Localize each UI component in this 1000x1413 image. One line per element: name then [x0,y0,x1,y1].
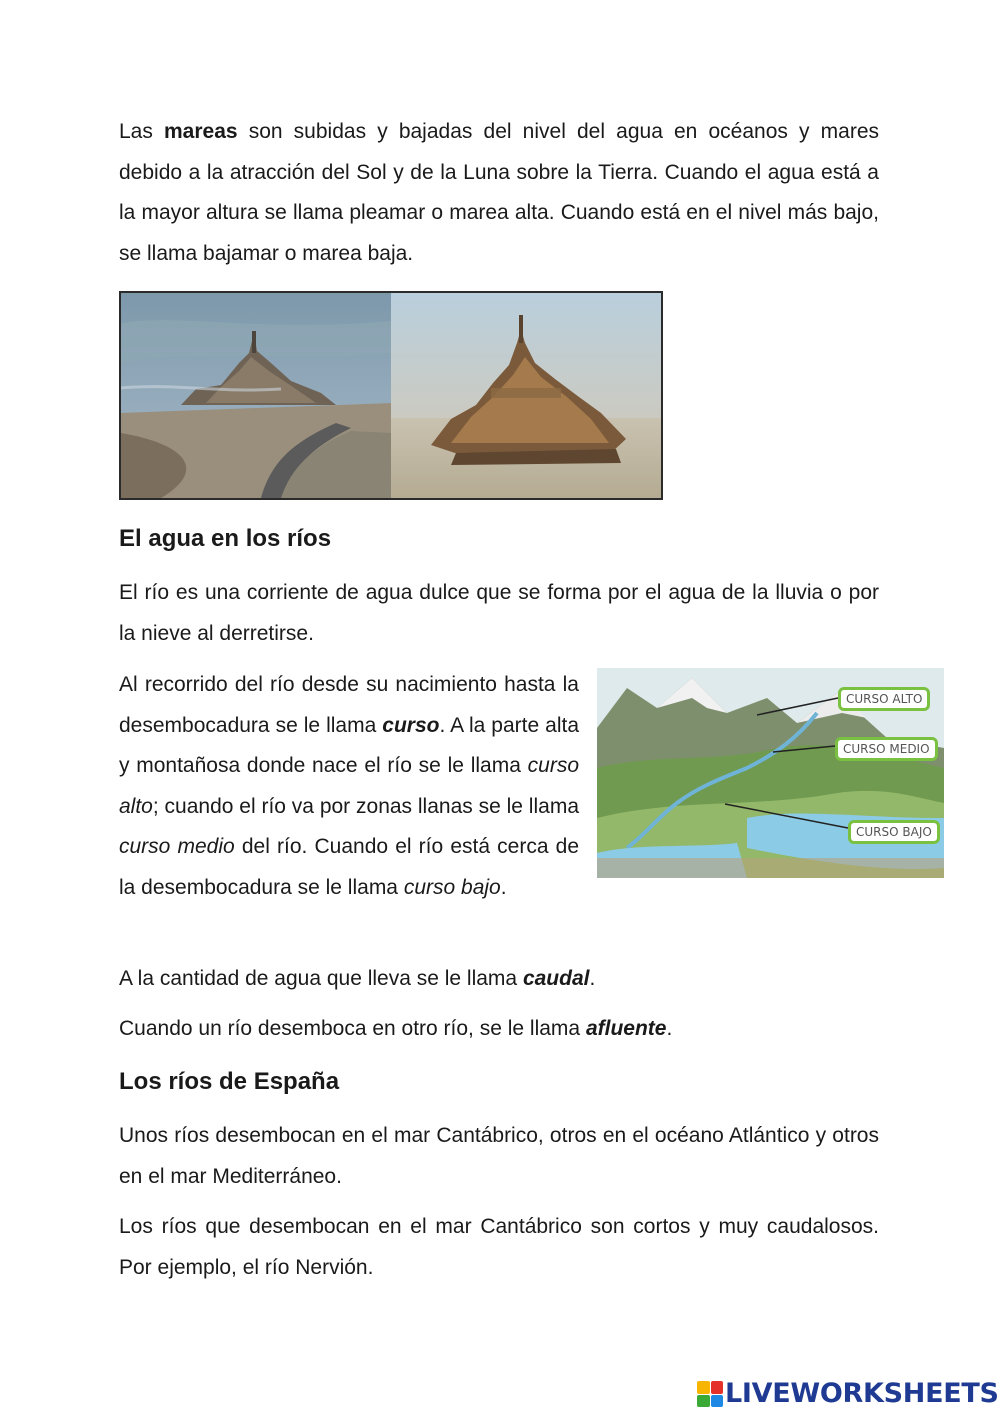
term-curso-bajo: curso bajo [403,875,501,899]
liveworksheets-logo-text: LIVEWORKSHEETS [725,1378,999,1409]
label-curso-medio: CURSO MEDIO [835,737,938,761]
caudal-text-2: . [589,967,596,990]
caudal-paragraph [119,959,879,1000]
term-curso-alto: curso alto [119,754,579,818]
rio-definition-paragraph: El río es una corriente de agua dulce que se forma por el agua de la lluvia o por la nieve al derretirse. [119,581,879,645]
desembocadura-paragraph: Unos ríos desembocan en el mar Cantábrico, otros en el océano Atlántico y otros en el mar Mediterráneo. [119,1124,879,1188]
term-curso-medio: curso medio [119,835,235,858]
label-curso-alto: CURSO ALTO [838,687,930,711]
liveworksheets-logo-icon [697,1381,723,1407]
intro-rest-text: son subidas y bajadas del nivel del agua en océanos y mares debido a la atracción del Sol y de la Luna sobre la Tierra. Cuando el agua está a la mayor altura se llama pleamar o marea alta. Cuando está en el nivel más bajo, se llama bajamar o marea baja. [119,120,879,265]
logo-square-3 [697,1395,710,1408]
caudal-text-1: A la cantidad de agua que lleva se le llama [119,967,523,990]
logo-square-4 [711,1395,724,1408]
curso-text-3: ; cuando el río va por zonas llanas se le llama [152,794,579,818]
curso-paragraph [119,665,579,908]
term-afluente: afluente [585,1017,667,1040]
curso-text-1: Al recorrido del río desde su nacimiento hasta la desembocadura se le llama [119,673,579,737]
curso-text-4: del río. Cuando el río está cerca de la desembocadura se le llama [119,835,580,899]
cantabrico-paragraph: Los ríos que desembocan en el mar Cantábrico son cortos y muy caudalosos. Por ejemplo, el río Nervión. [119,1215,879,1279]
mont-saint-michel-illustration [121,293,661,498]
term-caudal: caudal [522,967,590,990]
afluente-text-1: Cuando un río desemboca en otro río, se le llama [119,1017,586,1040]
intro-paragraph [119,112,879,274]
heading-rios-espana: Los ríos de España [119,1068,340,1095]
term-mareas: mareas [164,120,238,143]
label-curso-bajo: CURSO BAJO [848,820,940,844]
tides-photo [119,291,663,500]
logo-square-2 [711,1381,724,1394]
liveworksheets-logo [697,1379,999,1409]
term-curso: curso [382,713,440,737]
curso-text-5: . [500,875,507,899]
afluente-text-2: . [666,1017,673,1040]
afluente-paragraph [119,1009,879,1050]
intro-lead-text: Las [119,120,164,143]
heading-rios: El agua en los ríos [119,525,332,552]
logo-square-1 [697,1381,710,1394]
river-course-diagram [597,668,944,878]
curso-text-2: . A la parte alta y montañosa donde nace el río se le llama [119,713,579,777]
